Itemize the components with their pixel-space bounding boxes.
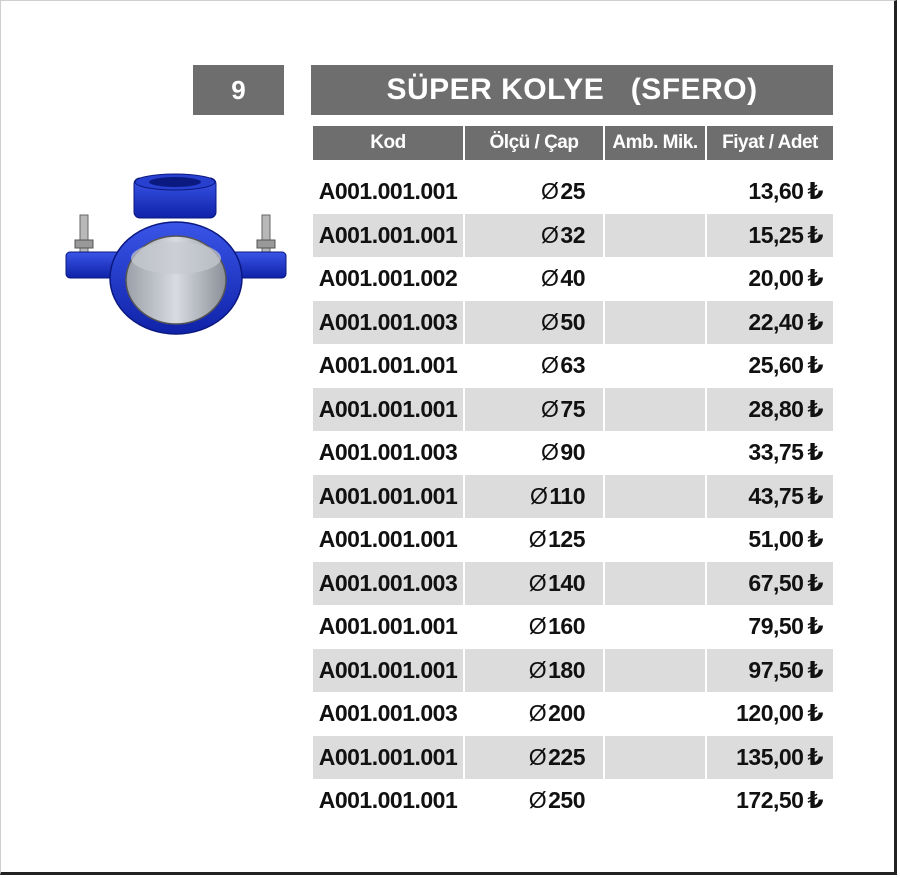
pack-quantity [605, 562, 705, 606]
currency-symbol: ₺ [807, 482, 823, 509]
pack-quantity [605, 214, 705, 258]
column-header-code: Kod [313, 126, 463, 160]
price-cell [707, 518, 833, 562]
currency-symbol: ₺ [807, 178, 823, 205]
currency-symbol: ₺ [807, 787, 823, 814]
column-header-pack: Amb. Mik. [605, 126, 705, 160]
table-row [313, 605, 833, 649]
diameter-symbol: Ø [541, 308, 559, 335]
pack-quantity [605, 736, 705, 780]
price-cell [707, 649, 833, 693]
currency-symbol: ₺ [807, 656, 823, 683]
currency-symbol: ₺ [807, 439, 823, 466]
size-cell [465, 605, 603, 649]
price-cell [707, 388, 833, 432]
price-value: 120,00 [736, 700, 804, 727]
page-number: 9 [193, 65, 284, 115]
diameter-symbol: Ø [528, 787, 547, 814]
size-cell [465, 170, 603, 214]
price-cell [707, 170, 833, 214]
diameter-symbol: Ø [528, 613, 547, 640]
size-cell [465, 431, 603, 475]
price-cell [707, 692, 833, 736]
price-value: 172,50 [736, 787, 804, 814]
price-cell [707, 605, 833, 649]
price-value: 15,25 [748, 221, 804, 248]
size-cell [465, 562, 603, 606]
size-cell [465, 257, 603, 301]
currency-symbol: ₺ [807, 352, 823, 379]
product-code: A001.001.001 [318, 787, 458, 814]
price-value: 67,50 [748, 569, 804, 596]
price-value: 20,00 [748, 265, 804, 292]
pack-quantity [605, 431, 705, 475]
column-header-size: Ölçü / Çap [465, 126, 603, 160]
size-value: 180 [548, 656, 585, 683]
size-value: 32 [560, 221, 585, 248]
price-cell [707, 344, 833, 388]
table-row [313, 692, 833, 736]
diameter-symbol: Ø [541, 221, 559, 248]
price-cell [707, 475, 833, 519]
product-code: A001.001.001 [318, 526, 458, 553]
product-code: A001.001.003 [318, 700, 458, 727]
diameter-symbol: Ø [530, 482, 548, 509]
pack-quantity [605, 257, 705, 301]
table-row [313, 649, 833, 693]
size-value: 225 [548, 743, 585, 770]
currency-symbol: ₺ [807, 526, 823, 553]
currency-symbol: ₺ [807, 700, 823, 727]
size-value: 200 [548, 700, 585, 727]
product-code: A001.001.001 [313, 214, 463, 258]
table-row [313, 301, 833, 345]
currency-symbol: ₺ [807, 743, 823, 770]
column-header-price: Fiyat / Adet [707, 126, 833, 160]
size-cell [465, 736, 603, 780]
product-image [62, 170, 290, 335]
diameter-symbol: Ø [541, 352, 559, 379]
product-code: A001.001.001 [313, 388, 463, 432]
diameter-symbol: Ø [541, 265, 559, 292]
diameter-symbol: Ø [528, 569, 547, 596]
price-table [311, 126, 835, 823]
size-value: 90 [560, 439, 585, 466]
table-row [313, 475, 833, 519]
size-value: 50 [560, 308, 585, 335]
product-code: A001.001.001 [313, 475, 463, 519]
size-cell [465, 388, 603, 432]
size-cell [465, 779, 603, 823]
pack-quantity [605, 344, 705, 388]
product-code: A001.001.003 [318, 439, 458, 466]
product-code: A001.001.001 [318, 352, 458, 379]
currency-symbol: ₺ [807, 265, 823, 292]
currency-symbol: ₺ [807, 221, 823, 248]
page-title: SÜPER KOLYE (SFERO) [311, 65, 833, 115]
size-cell [465, 649, 603, 693]
table-row [313, 431, 833, 475]
diameter-symbol: Ø [528, 700, 547, 727]
pack-quantity [605, 692, 705, 736]
price-cell [707, 736, 833, 780]
price-cell [707, 779, 833, 823]
table-row [313, 344, 833, 388]
size-value: 140 [548, 569, 585, 596]
currency-symbol: ₺ [807, 395, 823, 422]
diameter-symbol: Ø [541, 178, 559, 205]
size-cell [465, 475, 603, 519]
table-header-row [313, 126, 833, 160]
size-value: 40 [560, 265, 585, 292]
size-cell [465, 301, 603, 345]
size-cell [465, 518, 603, 562]
diameter-symbol: Ø [541, 439, 559, 466]
table-row [313, 779, 833, 823]
price-cell [707, 431, 833, 475]
size-cell [465, 692, 603, 736]
table-row [313, 214, 833, 258]
product-code: A001.001.001 [318, 613, 458, 640]
table-row [313, 518, 833, 562]
price-cell [707, 257, 833, 301]
diameter-symbol: Ø [541, 395, 559, 422]
price-value: 51,00 [748, 526, 804, 553]
size-value: 25 [560, 178, 585, 205]
price-value: 13,60 [748, 178, 804, 205]
table-row [313, 736, 833, 780]
product-code: A001.001.003 [313, 301, 463, 345]
table-row [313, 170, 833, 214]
product-code: A001.001.002 [318, 265, 458, 292]
table-row [313, 257, 833, 301]
size-value: 125 [548, 526, 585, 553]
diameter-symbol: Ø [528, 526, 547, 553]
pack-quantity [605, 518, 705, 562]
size-value: 110 [549, 482, 585, 509]
currency-symbol: ₺ [807, 308, 823, 335]
price-value: 135,00 [736, 743, 804, 770]
pack-quantity [605, 170, 705, 214]
price-cell [707, 301, 833, 345]
price-cell [707, 562, 833, 606]
price-value: 25,60 [748, 352, 804, 379]
table-row [313, 562, 833, 606]
pack-quantity [605, 605, 705, 649]
diameter-symbol: Ø [528, 743, 547, 770]
product-code: A001.001.001 [313, 736, 463, 780]
product-code: A001.001.001 [313, 649, 463, 693]
price-value: 43,75 [748, 482, 804, 509]
diameter-symbol: Ø [528, 656, 547, 683]
product-code: A001.001.003 [313, 562, 463, 606]
pack-quantity [605, 388, 705, 432]
pack-quantity [605, 649, 705, 693]
currency-symbol: ₺ [807, 613, 823, 640]
size-value: 160 [548, 613, 585, 640]
price-value: 33,75 [748, 439, 804, 466]
price-value: 79,50 [748, 613, 804, 640]
price-value: 97,50 [748, 656, 804, 683]
pack-quantity [605, 475, 705, 519]
size-value: 75 [560, 395, 585, 422]
product-code: A001.001.001 [318, 178, 458, 205]
table-row [313, 388, 833, 432]
pack-quantity [605, 301, 705, 345]
size-value: 63 [560, 352, 585, 379]
size-value: 250 [548, 787, 585, 814]
pack-quantity [605, 779, 705, 823]
price-value: 28,80 [748, 395, 804, 422]
price-cell [707, 214, 833, 258]
size-cell [465, 344, 603, 388]
price-value: 22,40 [748, 308, 804, 335]
size-cell [465, 214, 603, 258]
currency-symbol: ₺ [807, 569, 823, 596]
